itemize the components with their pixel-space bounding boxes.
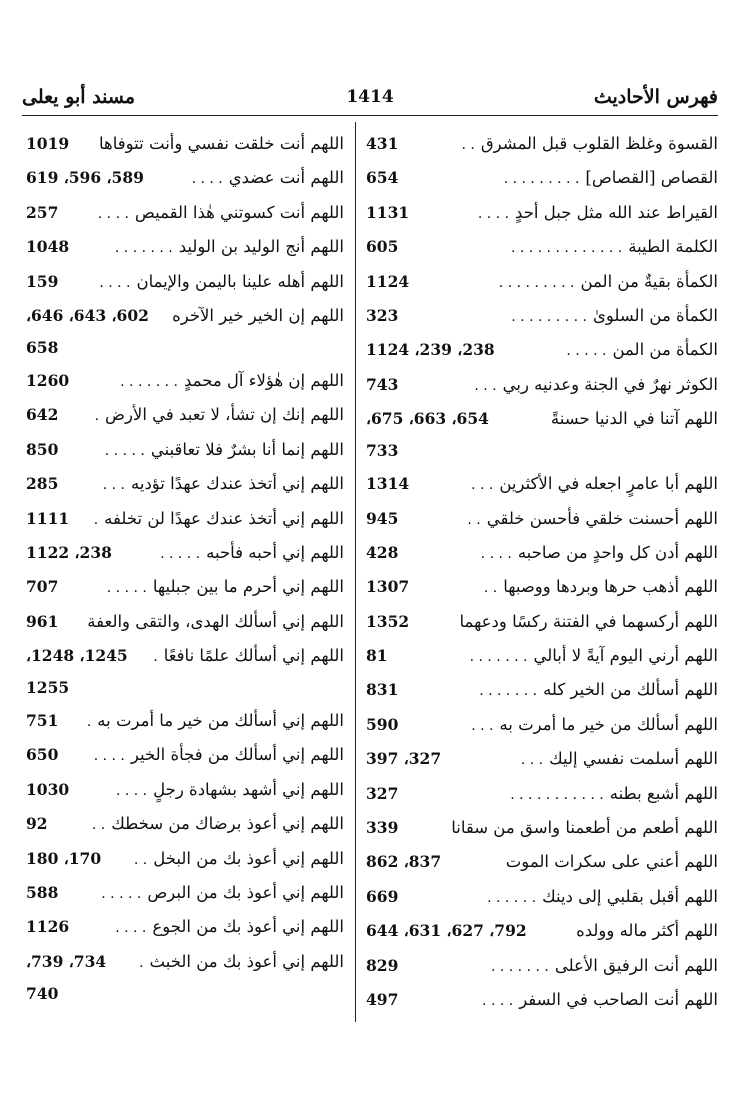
index-entry bbox=[26, 367, 344, 401]
hadith-phrase: اللهم إني أعوذ بك من البرص bbox=[147, 883, 344, 903]
page-refs: 257 bbox=[26, 202, 59, 222]
page-refs: 428 bbox=[366, 542, 399, 562]
page-refs: 831 bbox=[366, 680, 399, 700]
index-entry bbox=[366, 986, 718, 1020]
index-entry bbox=[366, 917, 718, 951]
hadith-phrase: اللهم أنت كسوتني هٰذا القميص bbox=[134, 202, 344, 222]
entry-text bbox=[461, 130, 718, 159]
hadith-phrase: اللهم أشبع بطنه bbox=[609, 783, 718, 803]
hadith-phrase: اللهم أعني على سكرات الموت bbox=[505, 852, 718, 872]
hadith-phrase: اللهم إني أشهد بشهادة رجلٍ bbox=[153, 779, 344, 799]
index-entry bbox=[26, 776, 344, 810]
index-entry bbox=[366, 573, 718, 607]
page-refs: 588 bbox=[26, 883, 59, 903]
index-entry bbox=[26, 505, 344, 539]
page-refs: 751 bbox=[26, 711, 59, 731]
page-refs: 1111 bbox=[26, 508, 70, 528]
index-entry bbox=[366, 676, 718, 710]
hadith-phrase: اللهم إني أعوذ بك من الجوع bbox=[152, 917, 344, 937]
leader-dots: . . . . . . bbox=[487, 889, 537, 906]
page-refs: 323 bbox=[366, 305, 399, 325]
page-refs: 431 bbox=[366, 134, 399, 153]
entry-text bbox=[511, 233, 718, 262]
entry-text bbox=[484, 573, 718, 602]
index-entry bbox=[26, 199, 344, 233]
leader-dots: . . . . . . . bbox=[490, 958, 549, 975]
page-refs: 238، 239، 1124 bbox=[366, 340, 495, 360]
page-refs-continued: 1255 bbox=[26, 678, 70, 698]
hadith-phrase: اللهم إني أحرم ما بين جبليها bbox=[152, 577, 344, 597]
hadith-phrase: القصاص [القصاص] bbox=[585, 168, 718, 188]
entry-text bbox=[107, 573, 344, 602]
page-refs: 1352 bbox=[366, 611, 410, 631]
entry-text bbox=[139, 948, 344, 977]
leader-dots: . bbox=[94, 408, 100, 425]
entry-text bbox=[134, 845, 344, 874]
leader-dots: . bbox=[153, 649, 158, 666]
entry-text bbox=[474, 371, 718, 400]
hadith-phrase: اللهم إني أسألك علمًا نافعًا bbox=[163, 646, 344, 666]
hadith-phrase: اللهم إنما أنا بشرٌ فلا تعاقبني bbox=[150, 439, 344, 459]
index-entry bbox=[366, 199, 718, 233]
entry-text bbox=[103, 470, 344, 499]
index-entry bbox=[366, 164, 718, 198]
leader-dots: . . . . . bbox=[160, 545, 201, 562]
hadith-phrase: اللهم أذهب حرها وبردها ووصبها bbox=[503, 577, 718, 597]
entry-text bbox=[172, 302, 344, 330]
index-entry bbox=[26, 268, 344, 302]
page-refs: 589، 596، 619 bbox=[26, 168, 144, 188]
leader-dots: . . . . bbox=[477, 205, 510, 222]
page-refs: 734، 739، bbox=[26, 951, 107, 971]
index-entry bbox=[26, 573, 344, 607]
index-entry bbox=[366, 505, 718, 539]
hadith-phrase: اللهم أكثر ماله وولده bbox=[576, 921, 718, 941]
hadith-phrase: الكمأة من المن bbox=[612, 340, 718, 360]
page-refs: 850 bbox=[26, 439, 59, 459]
leader-dots: . . . . . . . . . bbox=[511, 308, 587, 325]
index-entry bbox=[366, 405, 718, 470]
page-refs: 669 bbox=[366, 886, 399, 906]
index-entry bbox=[366, 233, 718, 267]
entry-text bbox=[506, 848, 718, 876]
entry-text bbox=[471, 711, 718, 740]
entry-text bbox=[116, 776, 344, 805]
page-refs: 1124 bbox=[366, 271, 410, 291]
page-refs: 654، 663، 675، bbox=[366, 409, 489, 429]
index-entry bbox=[26, 436, 344, 470]
hadith-phrase: اللهم إني أسألك من خير ما أمرت به bbox=[97, 711, 344, 731]
leader-dots: . . . bbox=[471, 477, 494, 494]
leader-dots: . . . . bbox=[115, 782, 148, 799]
leader-dots: . . . bbox=[471, 717, 494, 734]
index-entry bbox=[366, 642, 718, 676]
entry-text bbox=[451, 814, 718, 842]
hadith-phrase: الكلمة الطيبة bbox=[628, 237, 718, 257]
page-refs: 81 bbox=[366, 646, 388, 666]
index-entry bbox=[26, 401, 344, 435]
leader-dots: . . . . . . . . . . . . . bbox=[510, 240, 623, 257]
page-refs: 170، 180 bbox=[26, 848, 102, 868]
page-number: 1414 bbox=[346, 87, 394, 107]
hadith-phrase: اللهم أنت الصاحب في السفر bbox=[519, 989, 718, 1009]
hadith-phrase: اللهم إنك إن تشأ، لا تعبد في الأرض bbox=[105, 405, 344, 425]
leader-dots: . . . . . bbox=[101, 886, 142, 903]
hadith-phrase: اللهم أركسهما في الفتنة ركسًا ودعهما bbox=[459, 611, 718, 631]
hadith-phrase: اللهم أهله علينا باليمن والإيمان bbox=[136, 271, 344, 291]
hadith-phrase: اللهم أبا عامرٍ اجعله في الأكثرين bbox=[499, 474, 718, 494]
entry-text bbox=[481, 539, 718, 568]
page-refs: 497 bbox=[366, 989, 399, 1009]
leader-dots: . . . . . . . bbox=[114, 240, 173, 257]
entry-text bbox=[471, 470, 718, 499]
hadith-phrase: اللهم إني أسألك من فجأة الخير bbox=[130, 745, 344, 765]
hadith-phrase: اللهم أطعم من أطعمنا واسق من سقانا bbox=[451, 818, 718, 838]
entry-text bbox=[153, 642, 344, 671]
page-refs: 327 bbox=[366, 783, 399, 803]
hadith-phrase: اللهم أنت خلقت نفسي وأنت تتوفاها bbox=[99, 134, 344, 153]
hadith-phrase: اللهم إن الخير خير الآخره bbox=[172, 305, 344, 325]
index-entry bbox=[26, 741, 344, 775]
leader-dots: . bbox=[93, 511, 99, 528]
column-divider bbox=[355, 122, 356, 1022]
index-entry bbox=[26, 164, 344, 198]
index-entry bbox=[366, 371, 718, 405]
entry-text bbox=[160, 539, 344, 568]
page-refs: 327، 397 bbox=[366, 749, 442, 769]
index-entry bbox=[366, 952, 718, 986]
leader-dots: . . . . . bbox=[566, 343, 607, 360]
index-entry bbox=[26, 810, 344, 844]
index-entry bbox=[366, 268, 718, 302]
index-entry bbox=[26, 642, 344, 707]
hadith-phrase: اللهم أحسنت خلقي فأحسن خلقي bbox=[486, 508, 718, 528]
entry-text bbox=[98, 199, 344, 228]
entry-text bbox=[99, 268, 344, 297]
hadith-phrase: اللهم أدن كل واحدٍ من صاحبه bbox=[517, 542, 718, 562]
hadith-phrase: الكمأة بقيةٌ من المن bbox=[580, 271, 718, 291]
leader-dots: . . . . bbox=[93, 748, 125, 765]
entry-text bbox=[120, 367, 344, 396]
page-refs: 961 bbox=[26, 611, 59, 631]
index-entry bbox=[26, 302, 344, 367]
leader-dots: . bbox=[86, 714, 92, 731]
hadith-phrase: اللهم أنت الرفيق الأعلى bbox=[554, 955, 718, 975]
leader-dots: . . . . . . . . . bbox=[503, 171, 580, 188]
page-refs: 1260 bbox=[26, 370, 70, 390]
page-refs: 650 bbox=[26, 745, 59, 765]
hadith-phrase: اللهم إني أعوذ بك من البخل bbox=[153, 848, 344, 868]
leader-dots: . . bbox=[467, 511, 481, 528]
index-entry bbox=[366, 814, 718, 848]
index-entry bbox=[366, 745, 718, 779]
page-refs: 339 bbox=[366, 818, 399, 838]
index-entry bbox=[26, 608, 344, 642]
entry-text bbox=[551, 405, 718, 433]
entry-text bbox=[95, 401, 344, 430]
entry-text bbox=[94, 741, 344, 770]
entry-text bbox=[460, 608, 719, 636]
page-refs-continued: 740 bbox=[26, 983, 59, 1003]
entry-text bbox=[115, 913, 344, 942]
leader-dots: . . . . . . . . . . . bbox=[510, 786, 604, 803]
hadith-phrase: اللهم أسلمت نفسي إليك bbox=[549, 749, 718, 769]
page-refs: 1314 bbox=[366, 474, 410, 494]
entry-text bbox=[482, 986, 718, 1015]
leader-dots: . . . . . . . bbox=[120, 373, 178, 390]
hadith-phrase: اللهم إني أتخذ عندك عهدًا لن تخلفه bbox=[104, 508, 344, 528]
entry-text bbox=[478, 199, 718, 228]
hadith-phrase: اللهم إني أتخذ عندك عهدًا تؤديه bbox=[131, 474, 344, 494]
entry-text bbox=[470, 642, 718, 671]
leader-dots: . . . . bbox=[480, 545, 512, 562]
entry-text bbox=[192, 164, 344, 193]
index-entry bbox=[366, 539, 718, 573]
section-title: فهرس الأحاديث bbox=[593, 86, 718, 108]
page-refs: 743 bbox=[366, 374, 399, 394]
entry-text bbox=[521, 745, 718, 774]
page-refs: 1307 bbox=[366, 577, 410, 597]
index-entry bbox=[366, 130, 718, 164]
page-refs: 837، 862 bbox=[366, 852, 442, 872]
hadith-phrase: اللهم إني أعوذ برضاك من سخطك bbox=[111, 814, 344, 834]
page-refs: 707 bbox=[26, 577, 59, 597]
hadith-phrase: اللهم أقبل بقلبي إلى دينك bbox=[542, 886, 718, 906]
hadith-phrase: اللهم إني أعوذ بك من الخبث bbox=[149, 951, 344, 971]
leader-dots: . . . bbox=[102, 477, 125, 494]
hadith-phrase: اللهم آتنا في الدنيا حسنةً bbox=[550, 409, 718, 429]
leader-dots: . . . . bbox=[191, 171, 223, 188]
hadith-phrase: الكمأة من السلوىٰ bbox=[592, 305, 718, 325]
page-refs: 159 bbox=[26, 271, 59, 291]
leader-dots: . . bbox=[461, 137, 475, 153]
entry-text bbox=[491, 952, 718, 981]
leader-dots: . . . . . bbox=[106, 580, 147, 597]
page-refs: 238، 1122 bbox=[26, 542, 112, 562]
index-entry bbox=[26, 539, 344, 573]
page-refs-continued: 733 bbox=[366, 441, 399, 461]
page-refs: 590 bbox=[366, 714, 399, 734]
leader-dots: . . bbox=[91, 817, 106, 834]
page-refs: 1030 bbox=[26, 779, 70, 799]
leader-dots: . . . . . . . . . bbox=[498, 274, 575, 291]
leader-dots: . . bbox=[483, 580, 498, 597]
hadith-phrase: اللهم إني أسألك الهدى، والتقى والعفة bbox=[87, 611, 344, 631]
leader-dots: . . . bbox=[520, 752, 544, 769]
book-title: مسند أبو يعلى bbox=[22, 86, 136, 108]
index-entry bbox=[366, 470, 718, 504]
index-entry bbox=[26, 130, 344, 164]
entry-text bbox=[87, 608, 344, 636]
index-entry bbox=[26, 845, 344, 879]
leader-dots: . . . . bbox=[482, 992, 514, 1009]
index-entry bbox=[26, 470, 344, 504]
entry-text bbox=[101, 879, 344, 908]
entry-text bbox=[511, 302, 718, 331]
page-refs: 605 bbox=[366, 237, 399, 257]
index-entry bbox=[26, 233, 344, 267]
page-refs: 285 bbox=[26, 474, 59, 494]
hadith-phrase: اللهم أرني اليوم آيةً لا أبالي bbox=[533, 646, 718, 666]
right-index-column bbox=[366, 130, 718, 1020]
entry-text bbox=[94, 505, 344, 534]
page-refs: 642 bbox=[26, 405, 59, 425]
page-refs: 1131 bbox=[366, 202, 410, 222]
index-entry bbox=[26, 879, 344, 913]
index-entry bbox=[366, 336, 718, 370]
hadith-phrase: اللهم أنت عضدي bbox=[228, 168, 344, 188]
leader-dots: . . . . bbox=[99, 274, 131, 291]
hadith-phrase: القيراط عند الله مثل جبل أحدٍ bbox=[515, 202, 718, 222]
leader-dots: . . . . . bbox=[104, 442, 145, 459]
entry-text bbox=[576, 917, 718, 945]
page-header bbox=[22, 86, 718, 112]
page-refs: 792، 627، 631، 644 bbox=[366, 921, 527, 941]
leader-dots: . . . . . . . bbox=[469, 649, 528, 666]
hadith-phrase: اللهم أسألك من الخير كله bbox=[543, 680, 718, 700]
header-rule bbox=[22, 115, 718, 116]
leader-dots: . bbox=[139, 954, 144, 971]
page-refs: 945 bbox=[366, 508, 399, 528]
index-entry bbox=[26, 913, 344, 947]
hadith-phrase: اللهم إن هٰؤلاء آل محمدٍ bbox=[184, 370, 344, 390]
page-refs: 92 bbox=[26, 814, 48, 834]
leader-dots: . . . . bbox=[115, 920, 147, 937]
index-entry bbox=[366, 711, 718, 745]
leader-dots: . . . . . . . bbox=[479, 683, 538, 700]
hadith-phrase: اللهم أسألك من خير ما أمرت به bbox=[499, 714, 718, 734]
page-refs: 602، 643، 646، bbox=[26, 305, 149, 325]
hadith-phrase: اللهم إني أحبه فأحبه bbox=[206, 542, 344, 562]
entry-text bbox=[504, 164, 718, 193]
hadith-phrase: اللهم أنج الوليد بن الوليد bbox=[178, 237, 344, 257]
entry-text bbox=[105, 436, 344, 465]
index-entry bbox=[366, 780, 718, 814]
entry-text bbox=[479, 676, 718, 705]
left-index-column bbox=[26, 130, 344, 1013]
page-refs: 1126 bbox=[26, 917, 70, 937]
hadith-phrase: القسوة وغلظ القلوب قبل المشرق bbox=[480, 134, 718, 153]
leader-dots: . . bbox=[133, 851, 148, 868]
index-entry bbox=[366, 883, 718, 917]
index-entry bbox=[366, 302, 718, 336]
entry-text bbox=[499, 268, 718, 297]
entry-text bbox=[87, 707, 344, 736]
entry-text bbox=[510, 780, 718, 809]
entry-text bbox=[467, 505, 718, 534]
index-entry bbox=[26, 707, 344, 741]
entry-text bbox=[115, 233, 344, 262]
hadith-phrase: الكوثر نهرٌ في الجنة وعدنيه ربي bbox=[502, 374, 718, 394]
entry-text bbox=[566, 336, 718, 365]
page-refs: 829 bbox=[366, 955, 399, 975]
entry-text bbox=[99, 130, 344, 158]
entry-text bbox=[487, 883, 718, 912]
page-refs: 1019 bbox=[26, 134, 70, 153]
leader-dots: . . . . bbox=[97, 205, 129, 222]
page-refs: 1245، 1248، bbox=[26, 646, 128, 666]
page-refs: 654 bbox=[366, 168, 399, 188]
leader-dots: . . . bbox=[474, 377, 497, 394]
index-entry bbox=[366, 608, 718, 642]
page-refs-continued: 658 bbox=[26, 337, 59, 357]
page-refs: 1048 bbox=[26, 237, 70, 257]
entry-text bbox=[92, 810, 344, 839]
index-entry bbox=[26, 948, 344, 1013]
index-entry bbox=[366, 848, 718, 882]
